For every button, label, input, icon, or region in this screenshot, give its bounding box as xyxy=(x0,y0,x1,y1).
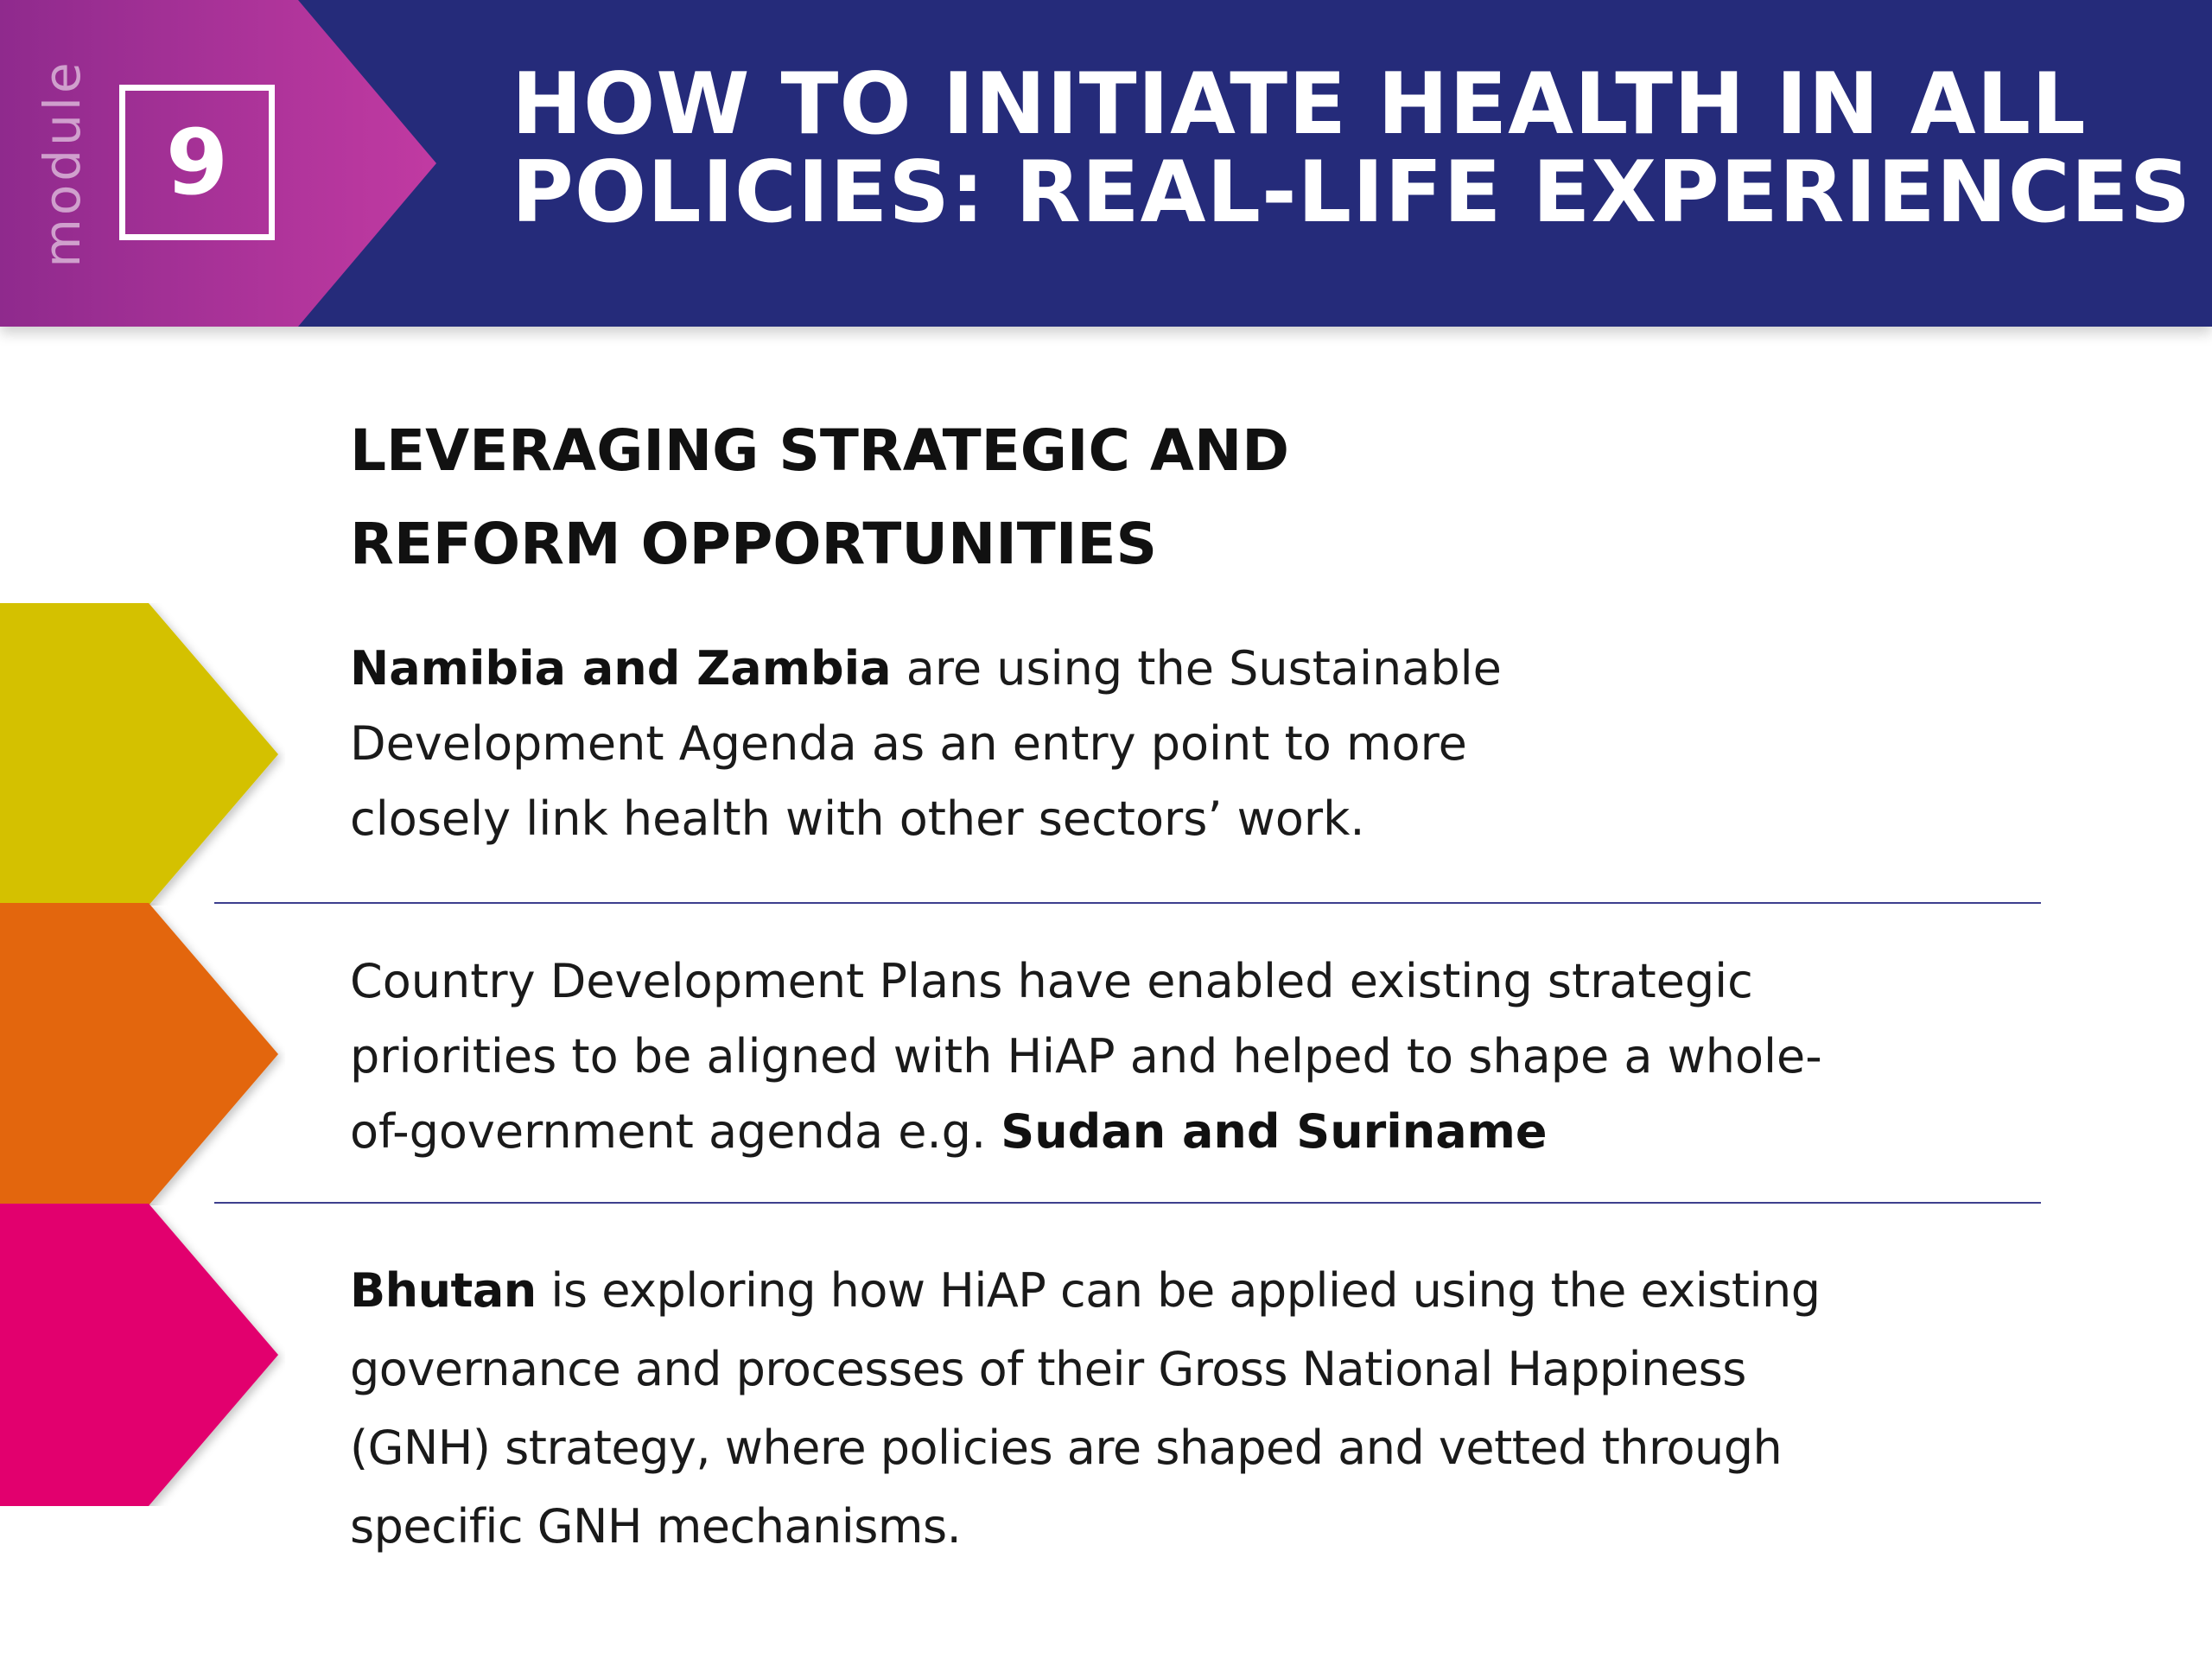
divider-2 xyxy=(214,1202,2041,1204)
page-title-line-1: HOW TO INITIATE HEALTH IN ALL xyxy=(512,55,2087,154)
item-3-line-1 xyxy=(350,1251,1821,1330)
item-1-bold: Namibia and Zambia xyxy=(350,641,892,696)
module-number-box xyxy=(119,85,275,240)
item-namibia-zambia xyxy=(350,631,1502,856)
section-heading xyxy=(350,404,1289,591)
item-2-line-1: Country Development Plans have enabled existing strategic xyxy=(350,954,1753,1008)
item-3-bold: Bhutan xyxy=(350,1263,537,1318)
module-number: 9 xyxy=(165,110,229,215)
module-tab xyxy=(0,0,436,327)
item-1-line-1 xyxy=(350,631,1502,706)
item-3-line-1-rest: is exploring how HiAP can be applied using the existing xyxy=(536,1263,1821,1318)
item-2-line-3 xyxy=(350,1094,1822,1169)
section-heading-line-2: REFORM OPPORTUNITIES xyxy=(350,511,1157,577)
item-2-line-3-rest: of-government agenda e.g. xyxy=(350,1104,1001,1159)
item-1-line-2: Development Agenda as an entry point to more xyxy=(350,716,1467,771)
page-title-line-2: POLICIES: REAL-LIFE EXPERIENCES xyxy=(512,143,2192,242)
item-3-line-2: governance and processes of their Gross National Happiness xyxy=(350,1342,1746,1396)
page-title xyxy=(512,55,2192,242)
magenta-arrow-marker xyxy=(0,1204,285,1506)
item-bhutan xyxy=(350,1251,1821,1566)
item-2-bold: Sudan and Suriname xyxy=(1001,1104,1548,1159)
header-banner xyxy=(0,0,2212,327)
item-3-line-4: specific GNH mechanisms. xyxy=(350,1499,962,1554)
item-3-line-3: (GNH) strategy, where policies are shaped and vetted through xyxy=(350,1421,1783,1475)
item-1-line-1-rest: are using the Sustainable xyxy=(891,641,1502,696)
module-label: module xyxy=(33,59,92,268)
item-2-line-2: priorities to be aligned with HiAP and helped to shape a whole- xyxy=(350,1029,1822,1084)
item-1-line-3: closely link health with other sectors’ work. xyxy=(350,791,1365,846)
item-country-development-plans xyxy=(350,944,1822,1169)
orange-arrow-marker xyxy=(0,903,285,1205)
divider-1 xyxy=(214,902,2041,904)
section-heading-line-1: LEVERAGING STRATEGIC AND xyxy=(350,417,1290,484)
yellow-arrow-marker xyxy=(0,603,285,906)
